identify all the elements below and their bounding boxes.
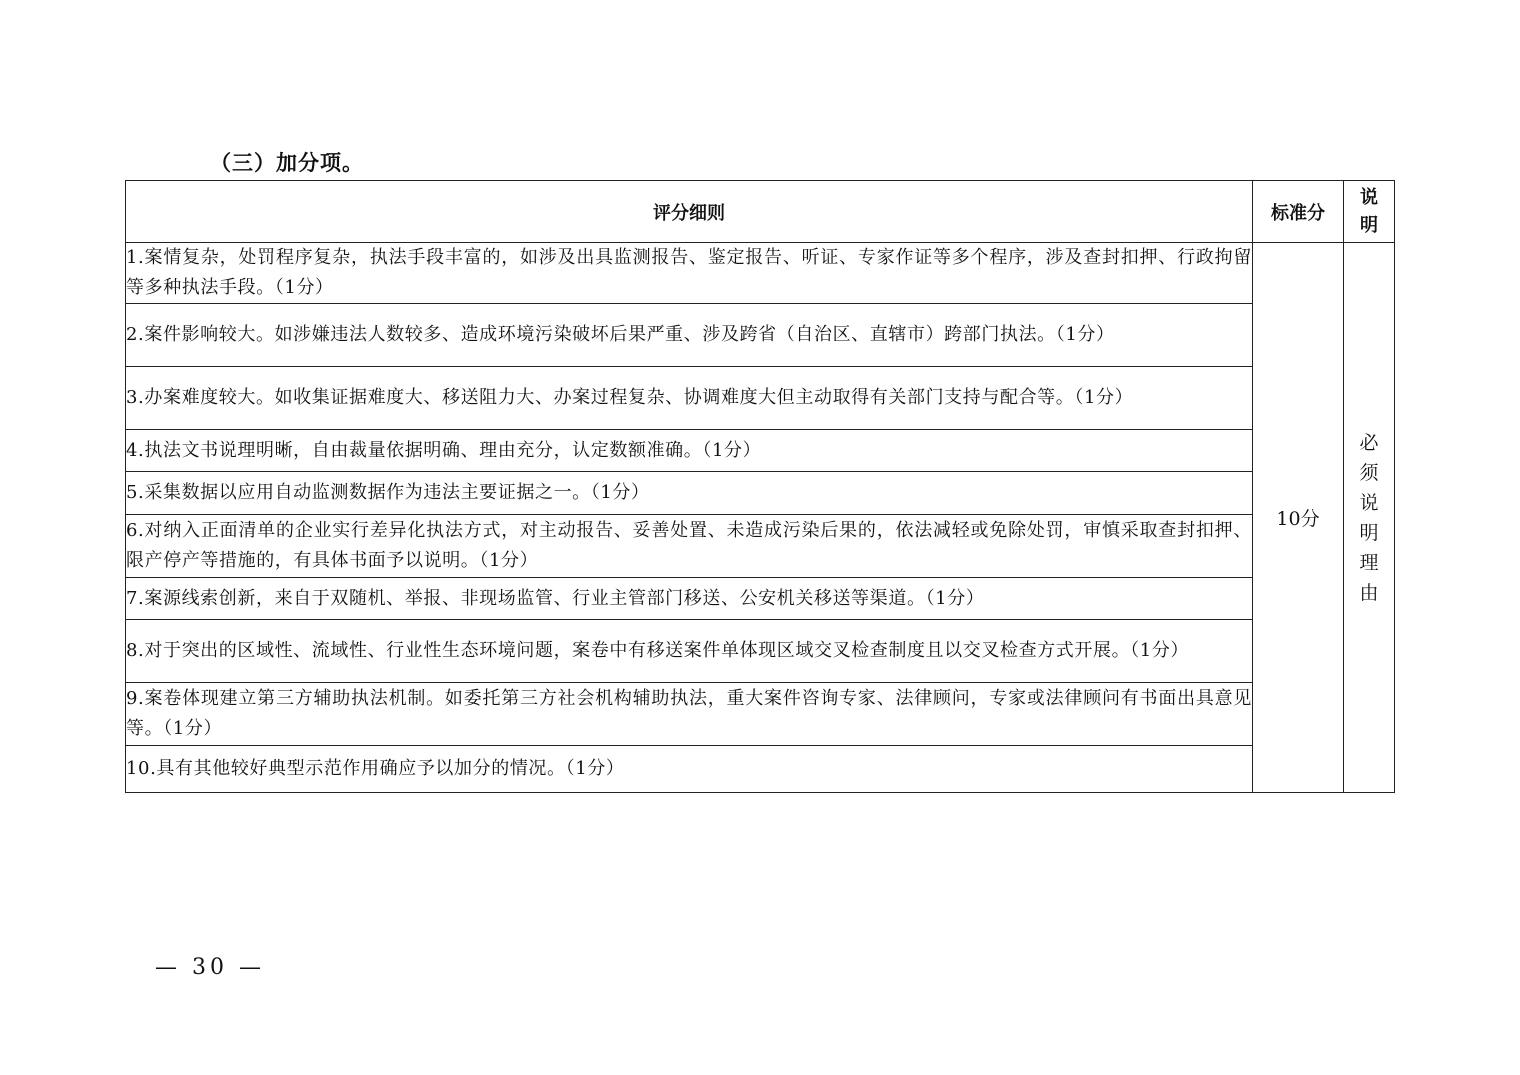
header-standard-score: 标准分	[1253, 181, 1344, 243]
table-row	[126, 367, 1395, 430]
header-criteria: 评分细则	[126, 181, 1253, 243]
criteria-item-5: 5.采集数据以应用自动监测数据作为违法主要证据之一。（1分）	[126, 472, 1253, 515]
header-explain-text: 说 明	[1360, 186, 1378, 236]
table-row	[126, 746, 1395, 793]
criteria-item-8: 8.对于突出的区域性、流域性、行业性生态环境问题，案卷中有移送案件单体现区域交叉检查制度且以交叉检查方式开展。（1分）	[126, 620, 1253, 683]
criteria-item-6: 6.对纳入正面清单的企业实行差异化执法方式，对主动报告、妥善处置、未造成污染后果的，依法减轻或免除处罚，审慎采取查封扣押、限产停产等措施的，有具体书面予以说明。（1分）	[126, 515, 1253, 578]
standard-score-value: 10分	[1253, 243, 1344, 793]
table-row	[126, 243, 1395, 304]
criteria-item-3: 3.办案难度较大。如收集证据难度大、移送阻力大、办案过程复杂、协调难度大但主动取得有关部门支持与配合等。（1分）	[126, 367, 1253, 430]
table-header-row	[126, 181, 1395, 243]
scoring-table	[125, 180, 1395, 793]
page-number: — 30 —	[155, 955, 265, 980]
table-row	[126, 578, 1395, 620]
criteria-item-1: 1.案情复杂，处罚程序复杂，执法手段丰富的，如涉及出具监测报告、鉴定报告、听证、专家作证等多个程序，涉及查封扣押、行政拘留等多种执法手段。（1分）	[126, 243, 1253, 304]
criteria-item-4: 4.执法文书说理明晰，自由裁量依据明确、理由充分，认定数额准确。（1分）	[126, 430, 1253, 472]
table-row	[126, 515, 1395, 578]
criteria-item-9: 9.案卷体现建立第三方辅助执法机制。如委托第三方社会机构辅助执法，重大案件咨询专家、法律顾问，专家或法律顾问有书面出具意见等。（1分）	[126, 683, 1253, 746]
explain-note-text: 必 须 说 明 理 由	[1359, 431, 1379, 604]
table-row	[126, 304, 1395, 367]
criteria-item-2: 2.案件影响较大。如涉嫌违法人数较多、造成环境污染破坏后果严重、涉及跨省（自治区、直辖市）跨部门执法。（1分）	[126, 304, 1253, 367]
table-row	[126, 620, 1395, 683]
criteria-item-10: 10.具有其他较好典型示范作用确应予以加分的情况。（1分）	[126, 746, 1253, 793]
table-row	[126, 472, 1395, 515]
header-explain	[1344, 181, 1395, 243]
explain-note	[1344, 243, 1395, 793]
section-heading: （三）加分项。	[210, 151, 364, 175]
table-row	[126, 430, 1395, 472]
table-row	[126, 683, 1395, 746]
criteria-item-7: 7.案源线索创新，来自于双随机、举报、非现场监管、行业主管部门移送、公安机关移送等渠道。（1分）	[126, 578, 1253, 620]
